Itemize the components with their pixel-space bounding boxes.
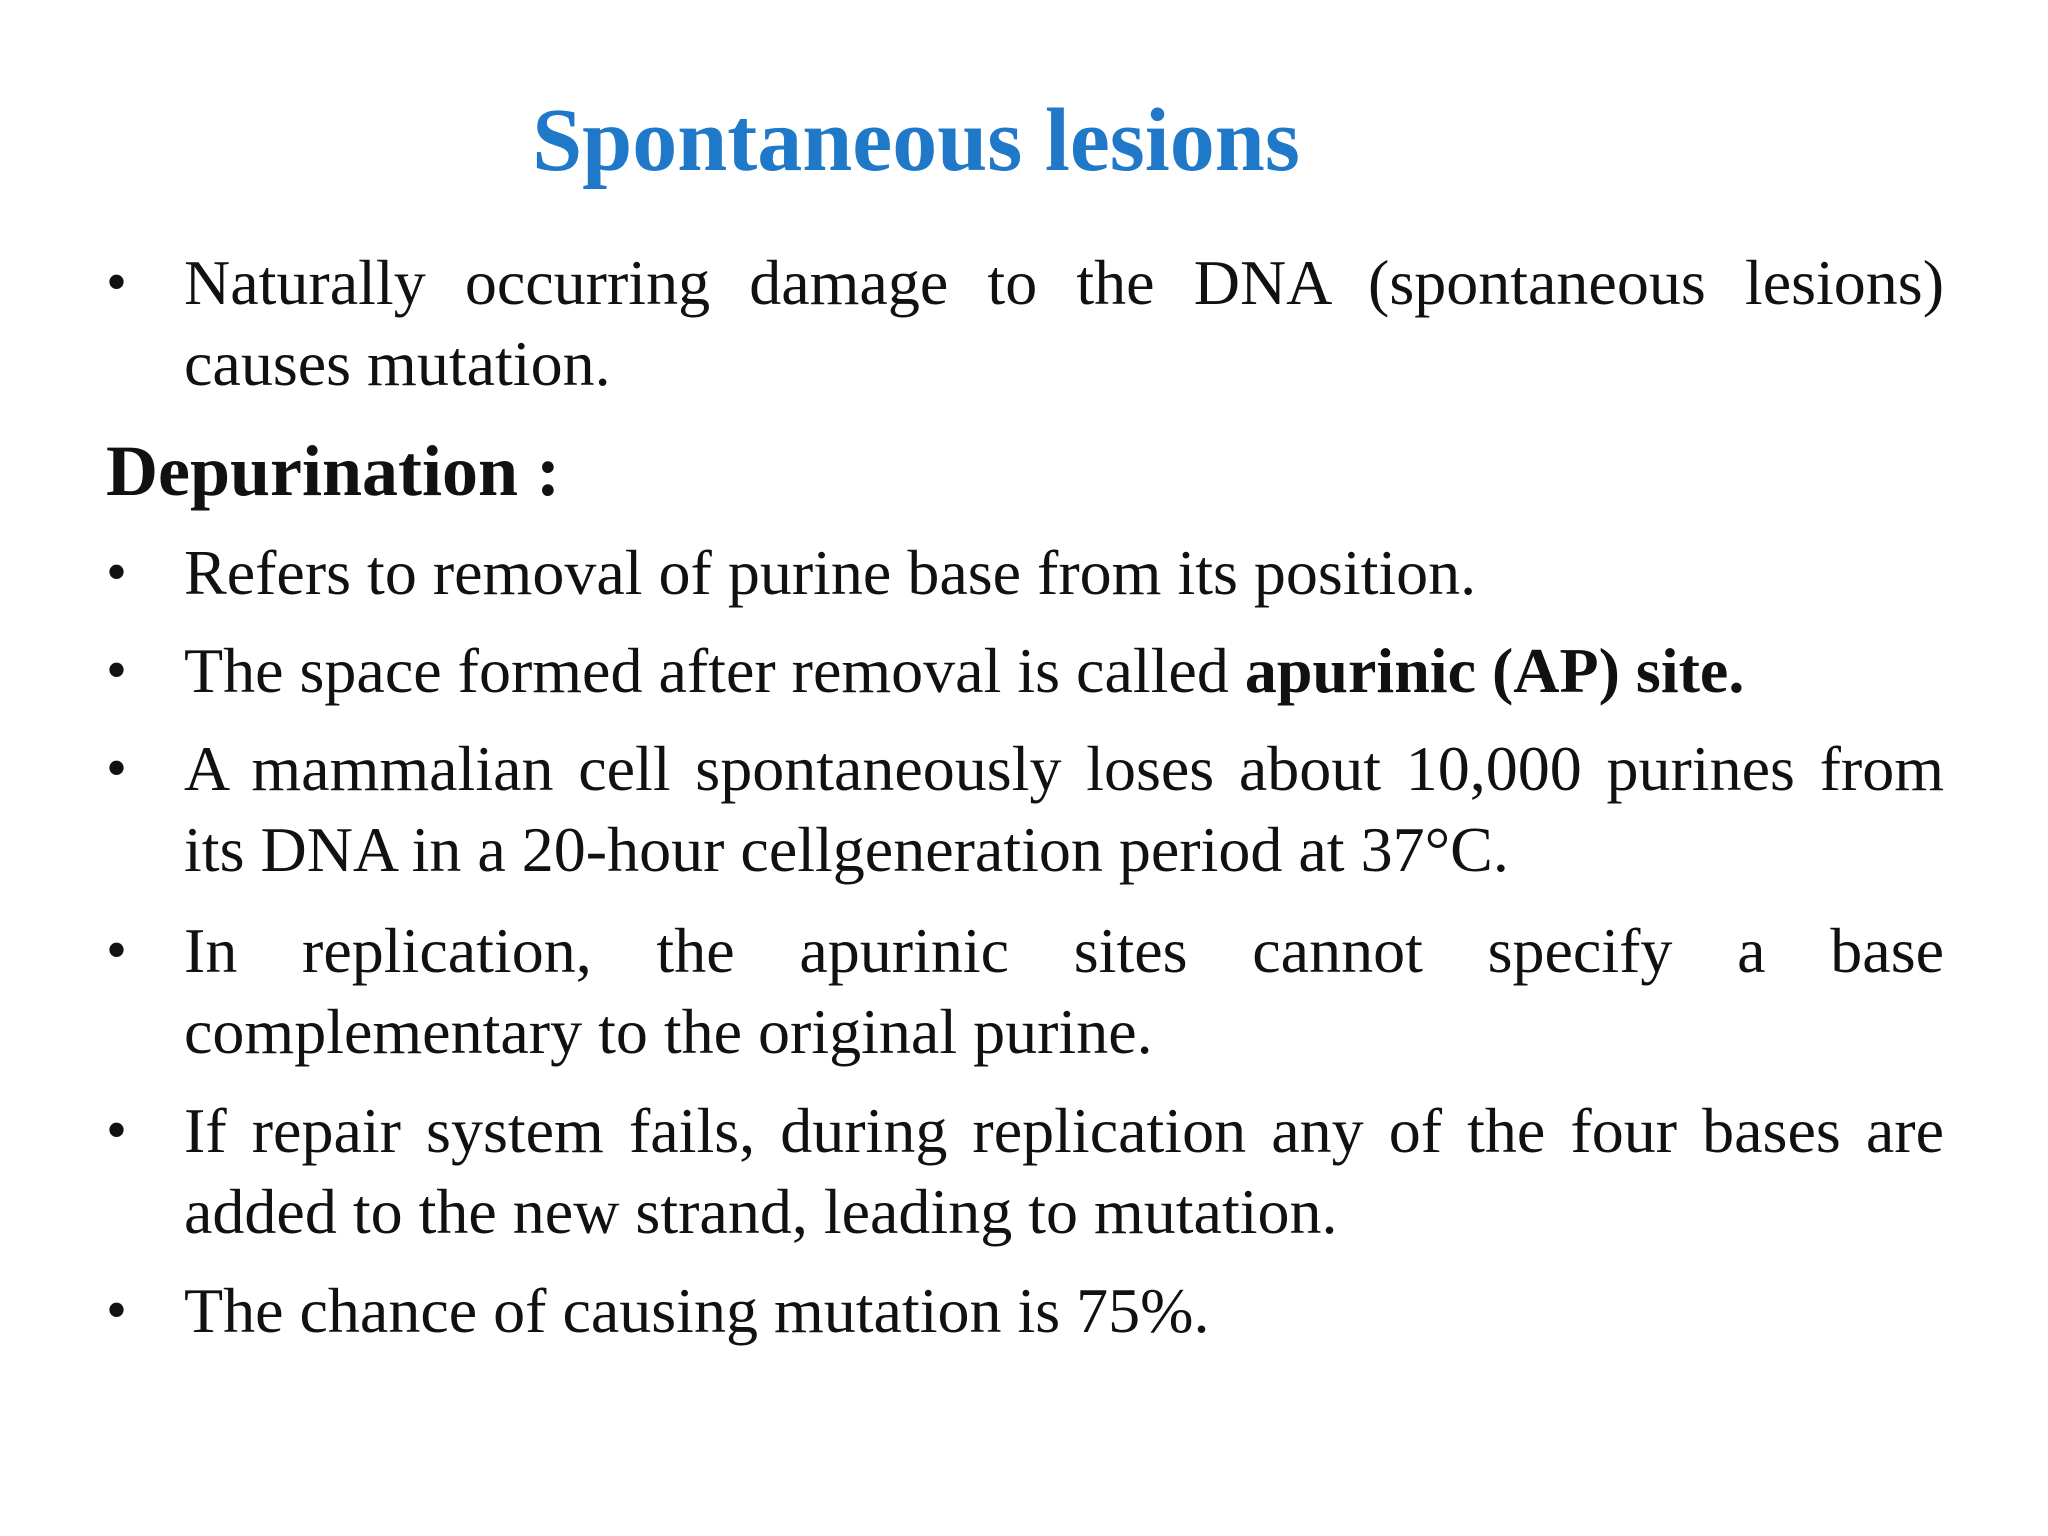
bullet-text: In replication, the apurinic sites cannot specify a base complementary to the original purine.: [184, 915, 1944, 1067]
list-item: [106, 728, 1944, 890]
bullet-text: The chance of causing mutation is 75%.: [184, 1275, 1210, 1346]
list-item: [106, 1090, 1944, 1252]
bullet-icon: •: [106, 1277, 128, 1343]
bullet-icon: •: [106, 249, 128, 315]
list-item: [106, 532, 1944, 613]
bullet-icon: •: [106, 539, 128, 605]
bullet-icon: •: [106, 637, 128, 703]
bullet-icon: •: [106, 917, 128, 983]
bullet-text: [184, 630, 1944, 711]
bullet-text: Naturally occurring damage to the DNA (spontaneous lesions) causes mutation.: [184, 247, 1944, 399]
bullet-text: A mammalian cell spontaneously loses about 10,000 purines from its DNA in a 20-hour cellgeneration period at 37°C.: [184, 733, 1944, 885]
bullet-icon: •: [106, 735, 128, 801]
bullet-text: Refers to removal of purine base from its position.: [184, 537, 1477, 608]
list-item: [106, 1270, 1944, 1351]
list-item: [106, 910, 1944, 1072]
bullet-icon: •: [106, 1097, 128, 1163]
bullet-text-plain: The space formed after removal is called: [184, 635, 1245, 706]
bullet-text: If repair system fails, during replication any of the four bases are added to the new strand, leading to mutation.: [184, 1095, 1944, 1247]
bullet-text-bold: apurinic (AP) site.: [1244, 635, 1745, 706]
slide-title: Spontaneous lesions: [532, 91, 1300, 190]
intro-bullet: [106, 242, 1944, 404]
list-item: [106, 630, 1944, 711]
section-heading: Depurination :: [106, 431, 561, 511]
